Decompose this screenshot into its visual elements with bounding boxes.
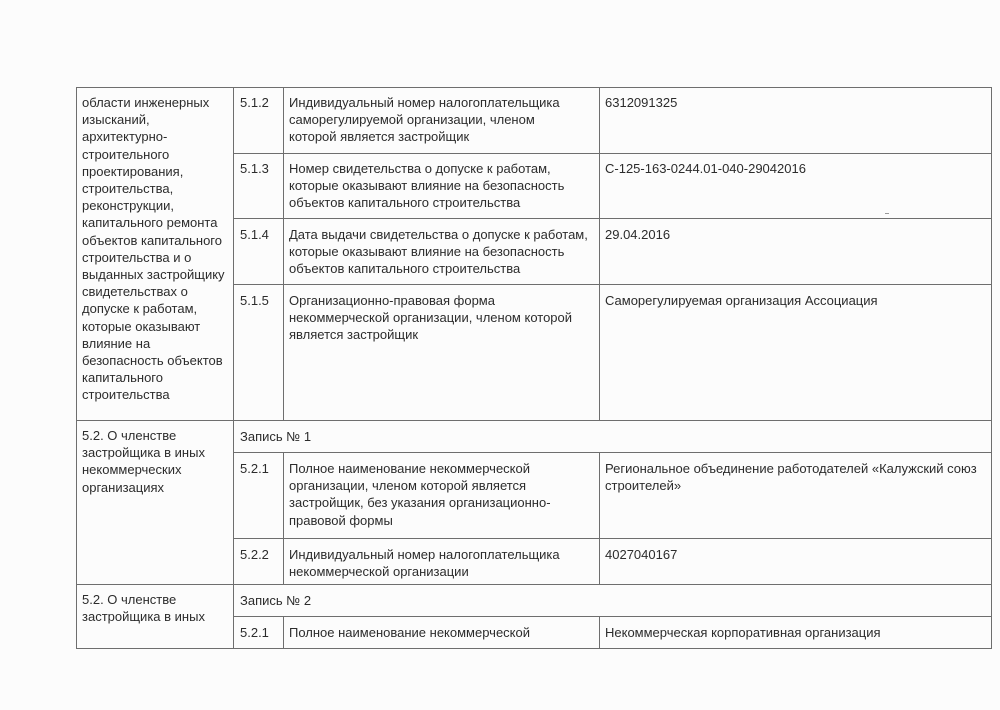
label-line: области инженерных [82,95,210,110]
label-line: объектов капитального строительства [289,261,521,277]
table-border-bottom [76,648,992,649]
column-divider-number [283,452,284,584]
label-line: безопасность объектов [82,353,223,369]
label-line: 5.2. О членстве [82,428,177,443]
label-line: влияние на [82,335,151,351]
label-line: архитектурно- [82,129,168,145]
label-line: застройщика в иных [82,609,205,625]
row-value [605,460,989,494]
row-label [289,292,597,344]
column-divider-value [599,452,600,584]
row-divider [233,153,992,154]
label-line: Организационно-правовая форма [289,293,495,308]
row-number: 5.1.3 [240,161,269,176]
label-line: которые оказывают [82,318,201,334]
label-line: строительства и о [82,249,192,265]
row-value: 29.04.2016 [605,227,671,242]
row-divider [233,538,992,539]
label-line: Номер свидетельства о допуске к работам, [289,161,551,176]
table-border-top [76,87,992,88]
label-line: организациях [82,479,165,495]
label-line: выданных застройщику [82,267,225,283]
row-divider [76,584,992,585]
label-line: строительного [82,146,170,162]
label-line: некоммерческой организации, членом которой [289,310,573,326]
row-divider [233,218,992,219]
row-number: 5.2.2 [240,547,269,562]
row-number: 5.1.4 [240,227,269,242]
row-divider [233,452,992,453]
row-value: Саморегулируемая организация Ассоциация [605,293,878,308]
label-line: некоммерческой организации [289,564,469,580]
label-line: организации, членом которой является [289,478,527,494]
label-line: застройщика в иных [82,445,205,461]
value-line: Некоммерческая корпоративная организация [605,625,881,640]
label-line: Полное наименование некоммерческой [289,461,530,476]
label-line: Полное наименование некоммерческой [289,625,530,640]
label-line: капитального [82,370,163,386]
label-line: строительства [82,387,170,403]
table-border-left [76,87,77,648]
record-title: Запись № 1 [240,429,312,444]
table-border-right [991,87,992,648]
label-line: правовой формы [289,512,393,528]
label-line: Индивидуальный номер налогоплательщика [289,95,560,110]
label-line: застройщик, без указания организационно- [289,495,551,511]
row-number: 5.1.5 [240,293,269,308]
label-line: которой является застройщик [289,129,470,145]
row-label [289,226,599,278]
label-line: строительства, [82,181,174,197]
label-line: 5.2. О членстве [82,592,177,607]
label-line: саморегулируемой организации, членом [289,112,535,128]
column-divider-number [283,616,284,648]
row-divider [233,616,992,617]
row-label [289,160,597,212]
row-label [289,546,597,580]
record-title: Запись № 2 [240,593,312,608]
row-divider [233,284,992,285]
label-line: является застройщик [289,327,419,343]
label-line: реконструкции, [82,198,175,214]
label-line: Дата выдачи свидетельства о допуске к работам, [289,227,588,242]
value-line: строителей» [605,478,682,494]
label-line: капитального ремонта [82,215,218,231]
label-line: которые оказывают влияние на безопасность [289,178,565,194]
value-line: 4027040167 [605,547,678,562]
label-line: свидетельствах о [82,284,188,300]
row-number: 5.2.1 [240,625,269,640]
row-divider [76,420,992,421]
column-divider-label [233,87,234,648]
label-line: изысканий, [82,112,150,128]
row-number: 5.1.2 [240,95,269,110]
row-value [605,624,881,641]
label-line: некоммерческих [82,462,182,478]
column-divider-value [599,616,600,648]
label-line: допуске к работам, [82,301,198,317]
label-line: Индивидуальный номер налогоплательщика [289,547,560,562]
label-line: проектирования, [82,163,184,179]
row-label [289,460,597,529]
section-5-2-left-label [82,591,232,625]
label-line: объектов капитального [82,232,222,248]
section-5-2-left-label [82,427,232,496]
scan-artifact [885,213,889,214]
label-line: объектов капитального строительства [289,195,521,211]
section-5-1-left-label [82,94,232,404]
row-value: 6312091325 [605,95,678,110]
column-divider-value [599,87,600,420]
row-value [605,546,677,563]
value-line: Региональное объединение работодателей «Калужский союз [605,461,977,476]
column-divider-number [283,87,284,420]
row-label [289,94,597,146]
row-value: С-125-163-0244.01-040-29042016 [605,161,806,176]
row-label [289,624,597,641]
label-line: которые оказывают влияние на безопасность [289,244,565,260]
row-number: 5.2.1 [240,461,269,476]
